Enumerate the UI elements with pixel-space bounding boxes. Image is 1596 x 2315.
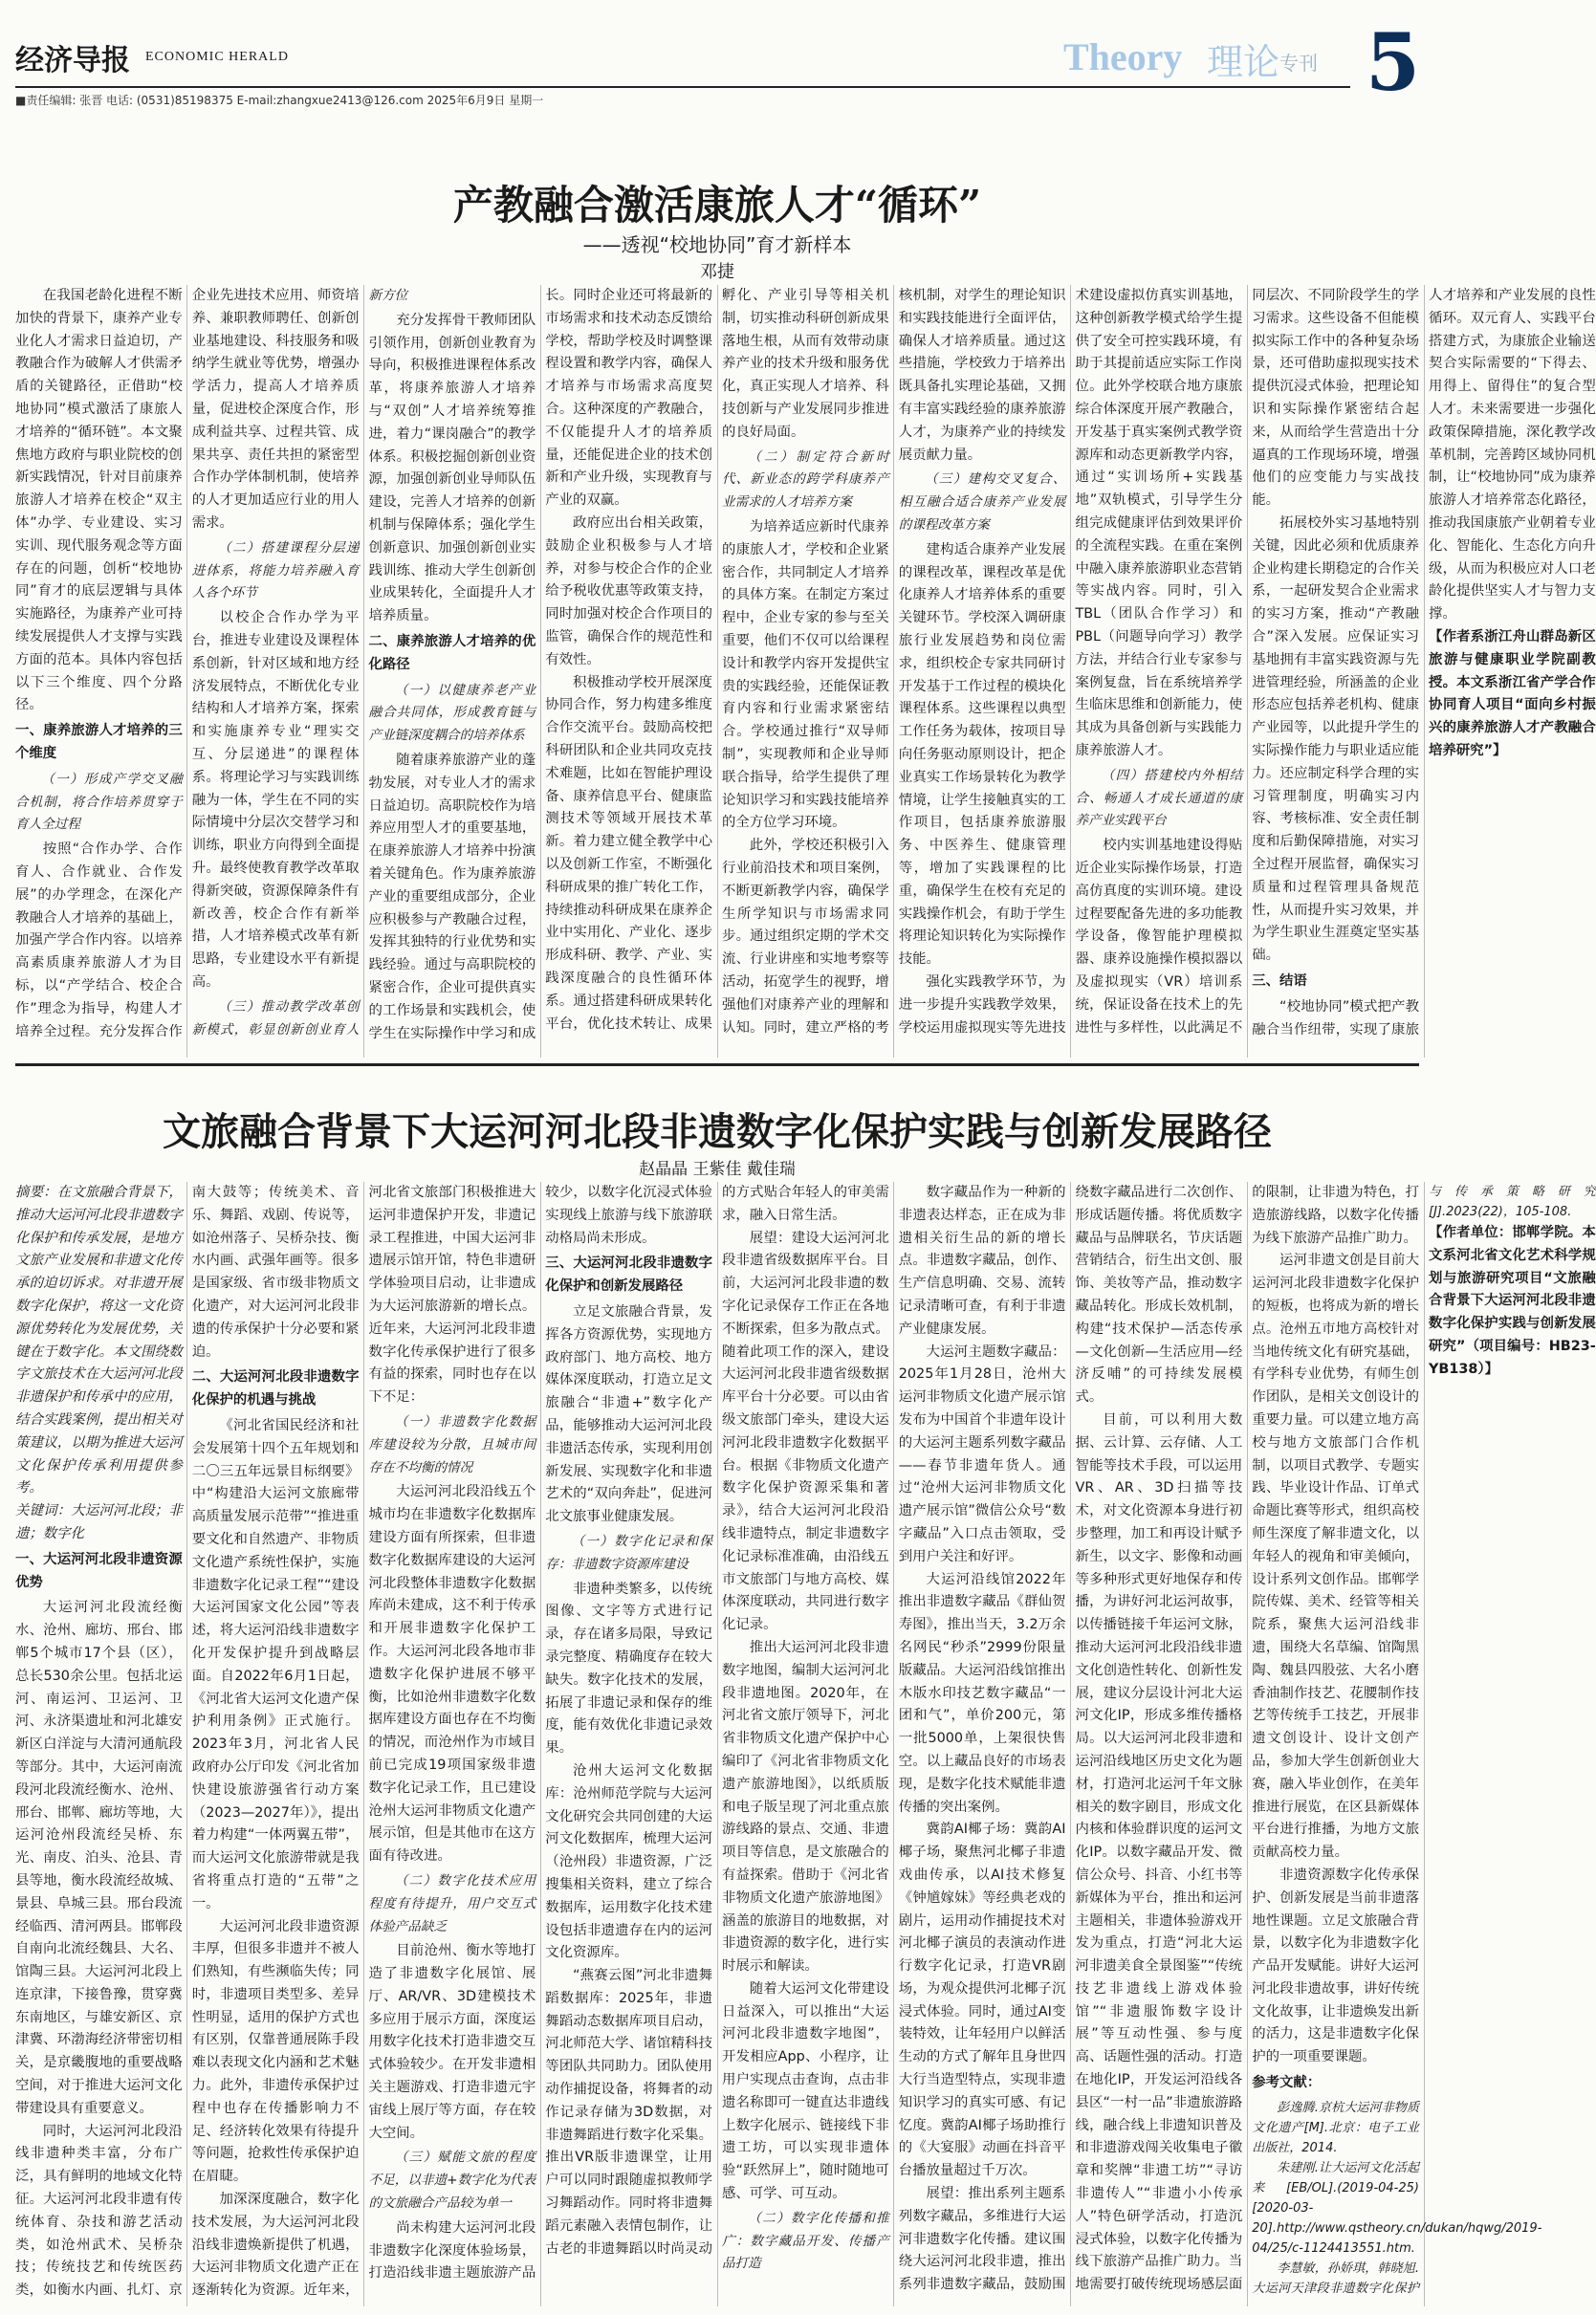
keywords: 关键词：大运河河北段；非遗；数字化 [15,1503,183,1541]
paragraph: 目前，可以利用大数据、云计算、云存储、人工智能等技术手段，可以运用VR、AR、3D扫描等技术，对文化资源本身进行初步整理，加工和再设计赋予新生，以文字、影像和动画等多种形式更好地保存和传播，为讲好河北运河故事，以传播链接千年运河文脉，推动大运河河北段沿线非遗文化创造性转化、创新性发展，建议分层设计河北大运河文化IP，形成多维传播格局。以大运河河北段非遗和运河沿线地区历史文化为题材，打造河北运河千年文脉相关的数字剧目，形成文化内核和体验群识度的运河文化IP。以数字藏品开发、微信公众号、抖音、小红书等新媒体为平台，推出和运河主题相关，非遗体验游戏开发为重点，打造“河北大运河非遗美食全景图鉴”“传统技艺非遗线上游戏体验馆”“非遗服饰数字设计展”等互动性强、参与度高、话题性强的活动。打造在地化IP，开发运河沿线各县区“一村一品”非遗旅游路线，融合线上非遗知识普及和非遗游戏闯关收集电子徽章和奖牌“非遗工坊”“寻访非遗传人”“非遗小小传承人”特色研学活动，打造沉浸式体验，以数字化传播为线下旅游产品推广助力。当地需要打破传统现场感层面的限制，让非遗为特色，打造旅游线路，以数字化传播为线下旅游产品推广助力。 [1075,1185,1419,2293]
paragraph: 目前沧州、衡水等地打造了非遗数字化展馆、展厅、AR/VR、3D建模技术多应用于展示方面，深度运用数字化技术打造非遗交互式体验较少。在开发非遗相关主题游戏、打造非遗元宇宙线上展厅等方面，存在较大空间。 [368,1943,536,2141]
paragraph: 积极推动学校开展深度协同合作，努力构建多维度合作交流平台。鼓励高校把科研团队和企业共同攻克技术难题，比如在智能护理设备、康养信息平台、健康监测技术等领域开展技术革新。着力建立健全教学中心以及创新工作室，不断强化科研成果的推广转化工作，持续推动科研成果在康养企业中实用化、产业化、逐步形成科研、教学、产业、实践深度融合的良性循环体系。通过搭建科研成果转化平台，优化技术转让、成果孵化、产业引导等相关机制，切实推动科研创新成果落地生根，从而有效带动康养产业的技术升级和服务优化，真正实现人才培养、科技创新与产业发展同步推进的良好局面。 [545,288,889,1032]
paragraph: 按照“合作办学、合作育人、合作就业、合作发展”的办学理念，在深化产教融合人才培养的基础上，加强产学合作内容。以培养高素质康养旅游人才为目标，以“产学结合、校企合作”理念为指导，构建人才培养全过程。充分发挥合作企业先进技术应用、师资培养、兼职教师聘任、创新创业基地建设、科技服务和吸纳学生就业等优势，增强办学活力，提高人才培养质量，促进校企深度合作，形成利益共享、过程共管、成果共享、责任共担的紧密型合作办学体制机制，使培养的人才更加适应行业的用人需求。 [15,288,360,1039]
paragraph: 校内实训基地建设得贴近企业实际操作场景，打造高仿真度的实训环境。建设过程要配备先进的多功能教学设备，像智能护理模拟器、康养设施操作模拟器以及虚拟现实（VR）培训系统，保证设备在技术上的先进性与多样性，以此满足不同层次、不同阶段学生的学习需求。这些设备不但能模拟实际工作中的各种复杂场景，还可借助虚拟现实技术提供沉浸式体验，把理论知识和实际操作紧密结合起来，从而给学生营造出十分逼真的工作现场环境，增强他们的应变能力与实战技能。 [1075,288,1419,1036]
paragraph: 加深深度融合，数字化技术发展，为大运河河北段沿线非遗焕新提供了机遇，大运河非物质文化遗产正在逐渐转化为资源。近年来，河北省文旅部门积极推进大运河非遗保护开发，非遗记录工程推进，中国大运河非遗展示馆开馆，特色非遗研学体验项目启动，让非遗成为大运河旅游新的增长点。近年来，大运河河北段非遗数字化传承保护进行了很多有益的探索，同时也存在以下不足： [191,1185,536,2299]
paragraph: 数字藏品作为一种新的非遗表达样态，正在成为非遗相关衍生品的新的增长点。非遗数字藏品，创作、生产信息明确、交易、流转记录清晰可查，有利于非遗产业健康发展。 [898,1185,1066,1337]
reference-item: 朱建刚.让大运河文化活起来[EB/OL].(2019-04-25)[2020-03-20].http://www.qstheory.cn/dukan/hqwg/2019-04/25/c-1124413551.htm. [1252,2160,1542,2256]
section-heading: 参考文献： [1252,2075,1322,2091]
paragraph: 随着大运河文化带建设日益深入，可以推出“大运河河北段非遗数字地图”，开发相应App、小程序，让用户实现点击查询，点击非遗名称即可一键直达非遗线上数字化展示、链接线下非遗工坊，可以实现非遗体验“跃然屏上”，随时随地可感、可学、可互动。 [722,1980,889,2202]
reference-item: 彭逸腾.京杭大运河非物质文化遗产[M].北京：电子工业出版社，2014. [1252,2100,1419,2155]
paragraph: 大运河主题数字藏品：2025年1月28日，沧州大运河非物质文化遗产展示馆发布为中国首个非遗年设计的大运河主题系列数字藏品——春节非遗年货人。通过“沧州大运河非物质文化遗产展示馆”微信公众号“数字藏品”入口点击领取，受到用户关注和好评。 [898,1343,1066,1564]
paragraph: 尚未构建大运河河北段非遗数字化深度体验场景，打造沿线非遗主题旅游产品较少，以数字化沉浸式体验实现线上旅游与线下旅游联动格局尚未形成。 [368,1185,712,2282]
article2-body [15,1182,1596,2306]
subsection-heading: （一）非遗数字化数据库建设较为分散，且城市间存在不均衡的情况 [368,1413,536,1475]
paragraph: 沧州大运河文化数据库：沧州师范学院与大运河文化研究会共同创建的大运河文化数据库，梳理大运河（沧州段）非遗资源，广泛搜集相关资料，建立了综合数据库，运用数字化技术建设包括非遗遗存在内的运河文化资源库。 [545,1762,712,1961]
masthead [0,0,1434,109]
paragraph: 展望：推出系列主题系列数字藏品，多维进行大运河非遗数字化传播。建议围绕大运河河北段非遗，推出系列非遗数字藏品，鼓励围绕数字藏品进行二次创作、形成话题传播。将优质数字藏品与品牌联名，节庆话题营销结合，衍生出文创、服饰、美妆等产品，推动数字藏品转化。形成长效机制，构建“技术保护—活态传承—文化创新—生活应用—经济反哺”的可持续发展模式。 [898,1185,1243,2293]
subsection-heading: （二）制定符合新时代、新业态的跨学科康养产业需求的人才培养方案 [722,448,889,511]
subsection-heading: （三）赋能文旅的程度不足，以非遗+数字化为代表的文旅融合产品较为单一 [368,2150,536,2212]
paragraph: 充分发挥骨干教师团队引领作用，创新创业教育为导向，积极推进课程体系改革，将康养旅游人才培养与“双创”人才培养统筹推进，着力“课岗融合”的教学体系。积极挖掘创新创业资源，加强创新创业导师队伍建设，完善人才培养的创新机制与保障体系；强化学生创新意识、加强创新创业实践训练、推动大学生创新创业成果转化，全面提升人才培养质量。 [368,312,536,624]
abstract: 摘要：在文旅融合背景下，推动大运河河北段非遗数字化保护和传承发展，是地方文旅产业发展和非遗文化传承的迫切诉求。对非遗开展数字化保护，将这一文化资源优势转化为发展优势，关键在于数字化。本文围绕数字文旅技术在大运河河北段非遗保护和传承中的应用，结合实践案例，提出相关对策建议，以期为推进大运河文化保护传承利用提供参考。 [15,1185,183,1496]
paragraph: 大运河河北段沿线五个城市均在非遗数字化数据库建设方面有所探索，但非遗数字化数据库建设的大运河河北段整体非遗数字化数据库尚未建成，这不利于传承和开展非遗数字化保护工作。大运河河北段各地市非遗数字化保护进展不够平衡，比如沧州非遗数字化数据库建设方面也存在不均衡的情况，而沧州作为市域目前已完成19项国家级非遗数字化记录工作，且已建设沧州大运河非物质文化遗产展示馆，但是其他市在这方面有待改进。 [368,1484,536,1865]
section-heading: 三、结语 [1252,972,1307,989]
section-title-cn: 理论 [1207,41,1280,83]
subsection-heading: （三）建构交叉复合、相互融合适合康养产业发展的课程改革方案 [898,471,1066,533]
article2-authors: 赵晶晶 王紫佳 戴佳瑞 [639,1160,796,1179]
paragraph: 拓展校外实习基地特别关键，因此必须和优质康养企业构建长期稳定的合作关系，一起研发契合企业需求的实习方案，推动“产教融合”深入发展。应保证实习基地拥有丰富实践资源与先进管理经验，所涵盖的企业形态应包括养老机构、健康产业园等，以此提升学生的实际操作能力与职业适应能力。还应制定科学合理的实习管理制度，明确实习内容、考核标准、安全责任制度和后勤保障措施，对实习全过程开展监督，确保实习质量和过程管理具备规范性，从而提升实习效果，并为学生职业生涯奠定坚实基础。 [1252,514,1419,964]
paragraph: 展望：建设大运河河北段非遗省级数据库平台。目前，大运河河北段非遗的数字化记录保存工作正在各地不断探索，但多为散点式。随着此项工作的深入，建设大运河河北段非遗省级数据库平台十分必要。可以由省级文旅部门牵头，建设大运河河北段非遗数字化数据平台。根据《非物质文化遗产数字化保护资源采集和著录》，结合大运河河北段沿线非遗特点，制定非遗数字化记录标准准确，由沿线五市文旅部门与地方高校、媒体深度联动，共同进行数字化记录。 [722,1230,889,1633]
page-number: 5 [1366,17,1421,109]
paragraph: 立足文旅融合背景，发挥各方资源优势，实现地方政府部门、地方高校、地方媒体深度联动，打造立足文旅融合“非遗+”数字化产品，能够推动大运河河北段非遗活态传承，实现利用创新发展、实现数字化和非遗艺术的“双向奔赴”，促进河北文旅事业健康发展。 [545,1303,712,1525]
subsection-heading: （二）搭建课程分层递进体系，将能力培养融入育人各个环节 [191,539,360,601]
masthead-rule [15,86,1350,88]
paragraph: 非遗资源数字化传承保护、创新发展是当前非遗落地性课题。立足文旅融合背景，以数字化为非遗数字化产品开发赋能。讲好大运河河北段非遗故事，讲好传统文化故事，让非遗焕发出新的活力，这是非遗数字化保护的一项重要课题。 [1252,1867,1419,2065]
section-heading: 一、大运河河北段非遗资源优势 [15,1551,183,1590]
paragraph: 在我国老龄化进程不断加快的背景下，康养产业专业化人才需求日益迫切，产教融合作为破解人才供需矛盾的关键路径，正借助“校地协同”模式激活了康旅人才培养的“循环链”。本文聚焦地方政府与职业院校的创新实践情况，针对目前康养旅游人才培养在校企“双主体”办学、专业建设、实习实训、现代服务观念等方面存在的问题，创析“校地协同”育才的底层逻辑与具体实施路径，为康养产业可持续发展提供人才支撑与实践方面的范本。具体内容包括以下三个维度、四个分路径。 [15,288,183,713]
article-divider [15,1063,1419,1066]
paragraph: 以校企合作办学为平台，推进专业建设及课程体系创新，针对区域和地方经济发展特点，不断优化专业结构和人才培养方案，探索和实施康养专业“理实交互、分层递进”的课程体系。将理论学习与实践训练融为一体，学生在不同的实际情境中分层次交替学习和训练，职业方向得到全面提升。最终使教育教学改革取得新突破，资源保障条件有新改善，校企合作有新举措，人才培养模式改革有新思路，专业建设水平有新提高。 [191,610,360,990]
paragraph: 随着康养旅游产业的蓬勃发展，对专业人才的需求日益迫切。高职院校作为培养应用型人才的重要基地，在康养旅游人才培养中扮演着关键角色。作为康养旅游产业的重要组成部分，企业应积极参与产教融合过程，发挥其独特的行业优势和实践经验。通过与高职院校的紧密合作，企业可提供真实的工作场景和实践机会，使学生在实际操作中学习和成长。同时企业还可将最新的市场需求和技术动态反馈给学校，帮助学校及时调整课程设置和教学内容，确保人才培养与市场需求高度契合。这种深度的产教融合，不仅能提升人才的培养质量，还能促进企业的技术创新和产业升级，实现教育与产业的双赢。 [368,288,712,1041]
article1-title: 产教融合激活康旅人才“循环” [452,182,982,229]
section-title-en: Theory [1063,35,1183,78]
paragraph: 政府应出台相关政策，鼓励企业积极参与人才培养，对参与校企合作的企业给予税收优惠等政策支持，同时加强对校企合作项目的监管，确保合作的规范性和有效性。 [545,514,712,667]
subsection-heading: （二）数字化传播和推广：数字藏品开发、传播产品打造 [722,2210,889,2272]
paragraph: 非遗种类繁多，以传统图像、文字等方式进行记录，存在诸多局限，导致记录完整度、精确度存在较大缺失。数字化技术的发展，拓展了非遗记录和保存的维度，能有效优化非遗记录效果。 [545,1581,712,1757]
section-heading: 三、大运河河北段非遗数字化保护和创新发展路径 [545,1256,712,1295]
subsection-heading: （四）搭建校内外相结合、畅通人才成长通道的康养产业实践平台 [1075,767,1243,829]
section-heading: 二、大运河河北段非遗数字化保护的机遇与挑战 [191,1369,360,1409]
author-note: 【作者单位：邯郸学院。本文系河北省文化艺术科学规划与旅游研究项目“文旅融合背景下大运河河北段非遗数字化保护实践与创新发展研究”（项目编号：HB23-YB138）】 [1429,1225,1596,1377]
editor-info: ■责任编辑: 张晋 电话: (0531)85198375 E-mail:zhangxue2413@126.com 2025年6月9日 星期一 [15,94,544,107]
paragraph: 《河北省国民经济和社会发展第十四个五年规划和二〇三五年远景目标纲要》中“构建沿大运河文旅廊带高质量发展示范带”“推进重要文化和自然遗产、非物质文化遗产系统性保护，实施非遗数字化记录工程”“建设大运河国家文化公园”等表述，将大运河沿线非遗数字化开发保护提升到战略层面。自2022年6月1日起，《河北省大运河文化遗产保护利用条例》正式施行。2023年3月，河北省人民政府办公厅印发《河北省加快建设旅游强省行动方案（2023—2027年）》，提出着力构建“一体两翼五带”，而大运河文化旅游带就是我省将重点打造的“五带”之一。 [191,1417,360,1911]
subsection-heading: （一）形成产学交叉融合机制，将合作培养贯穿于育人全过程 [15,771,183,833]
section-heading: 一、康养旅游人才培养的三个维度 [15,723,183,761]
paragraph: 大运河河北段非遗资源丰厚，但很多非遗并不被人们熟知，有些濒临失传；同时，非遗项目类型多、差异性明显，适用的保护方式也有区别，仅靠普通展陈手段难以表现文化内涵和艺术魅力。此外，非遗传承保护过程中也存在传播影响力不足、经济转化效果有待提升等问题，抢救性传承保护迫在眉睫。 [191,1918,360,2185]
paper-name-en: ECONOMIC HERALD [145,50,289,64]
subsection-heading: （一）数字化记录和保存：非遗数字资源库建设 [545,1533,712,1572]
paragraph: “燕赛云图”河北非遗舞蹈数据库：2025年，非遗舞蹈动态数据库项目启动，河北师范大学、诸馆精科技等团队共同助力。团队使用动作捕捉设备，将舞者的动作记录存储为3D数据，对非遗舞蹈进行数字化采集。推出VR版非遗课堂，让用户可以同时跟随虚拟教师学习舞蹈动作。同时将非遗舞蹈元素融入表情包制作，让古老的非遗舞蹈以时尚灵动的方式贴合年轻人的审美需求，融入日常生活。 [545,1185,889,2257]
subsection-heading: （三）推动教学改革创新模式，彰显创新创业育人新方位 [191,288,408,1037]
paragraph: 推出大运河河北段非遗数字地图，编制大运河河北段非遗地图。2020年，在河北省文旅厅领导下，河北省非物质文化遗产保护中心编印了《河北省非物质文化遗产旅游地图》，以纸质版和电子版呈现了河北重点旅游线路的景点、交通、非遗项目等信息，是文旅融合的有益探索。借助于《河北省非物质文化遗产旅游地图》涵盖的旅游目的地数据，对非遗资源的数字化，进行实时展示和解读。 [722,1639,889,1975]
article2-title: 文旅融合背景下大运河河北段非遗数字化保护实践与创新发展路径 [163,1109,1272,1154]
paragraph: “校地协同”模式把产教融合当作纽带，实现了康旅人才培养和产业发展的良性循环。双元育人、实践平台搭建方式，为康旅企业输送契合实际需要的“下得去、用得上、留得住”的复合型人才。未来需要进一步强化政策保障措施，深化教学改革机制，完善跨区域协同机制，让“校地协同”成为康养旅游人才培养常态化路径，推动我国康旅产业朝着专业化、智能化、生态化方向升级，从而为积极应对人口老龄化提供坚实人才与智力支撑。 [1252,288,1596,1037]
reference-item: 李慧敏，孙娇琪，韩晓旭.大运河天津段非遗数字化保护与传承策略研究[J].2023(22)，105-108. [1252,1185,1596,2296]
article1-body [15,285,1596,1058]
paragraph: 为培养适应新时代康养的康旅人才，学校和企业紧密合作，共同制定人才培养的具体方案。在制定方案过程中，企业专家的参与至关重要，他们不仅可以给课程设计和教学内容开发提供宝贵的实践经验，还能保证教育内容和行业需求紧密结合。学校通过推行“双导师制”，实现教师和企业导师联合指导，给学生提供了理论知识学习和实践技能培养的全方位学习环境。 [722,518,889,831]
paragraph: 建构适合康养产业发展的课程改革，课程改革是优化康养人才培养体系的重要关键环节。学校深入调研康旅行业发展趋势和岗位需求，组织校企专家共同研讨开发基于工作过程的模块化课程体系。这些课程以典型工作任务为载体，按项目导向任务驱动原则设计，把企业真实工作场景转化为教学情境，让学生接触真实的工作项目，包括康养旅游服务、中医养生、健康管理等，增加了实践课程的比重，确保学生在校有充足的实践操作机会，有助于学生将理论知识转化为实际操作技能。 [898,541,1066,968]
article1-author: 邓捷 [700,262,734,282]
subsection-heading: （一）以健康养老产业融合共同体，形成教育链与产业链深度耦合的培养体系 [368,682,536,744]
paragraph: 此外，学校还积极引入行业前沿技术和项目案例，不断更新教学内容，确保学生所学知识与市场需求同步。通过组织定期的学术交流、行业讲座和实地考察等活动，拓宽学生的视野，增强他们对康养产业的理解和认知。同时，建立严格的考核机制，对学生的理论知识和实践技能进行全面评估，确保人才培养质量。通过这些措施，学校致力于培养出既具备扎实理论基础，又拥有丰富实践经验的康养旅游人才，为康养产业的持续发展贡献力量。 [722,288,1066,1036]
paragraph: 强化实践教学环节，为进一步提升实践教学效果，学校运用虚拟现实等先进技术建设虚拟仿真实训基地，这种创新教学模式给学生提供了安全可控实践环境，有助于其提前适应实际工作岗位。此外学校联合地方康旅综合体深度开展产教融合，开发基于真实案例式教学资源库和动态更新教学内容，通过“实训场所+实践基地”双轨模式，引导学生分组完成健康评估到效果评价的全流程实践。在重在案例中融入康养旅游职业态营销等实战内容。同时，引入TBL（团队合作学习）和PBL（问题导向学习）教学方法，并结合行业专家参与案例复盘，旨在系统培养学生临床思维和创新能力，使其成为具备创新与实践能力康养旅游人才。 [898,288,1243,1036]
paragraph: 大运河沿线馆2022年推出非遗数字藏品《群仙贺寿图》，推出当天，3.2万余名网民“秒杀”2999份限量版藏品。大运河沿线馆推出木版水印技艺数字藏品“一团和气”，单价200元，第一批5000单，上架很快售空。以上藏品良好的市场表现，是数字化技术赋能非遗传播的突出案例。 [898,1571,1066,1815]
article1-subtitle: ——透视“校地协同”育才新样本 [582,233,852,256]
section-heading: 二、康养旅游人才培养的优化路径 [368,633,536,672]
author-note: 【作者系浙江舟山群岛新区旅游与健康职业学院副教授。本文系浙江省产学合作协同育人项目“面向乡村振兴的康养旅游人才产教融合培养研究”】 [1429,628,1596,758]
subsection-heading: （二）数字化技术应用程度有待提升，用户交互式体验产品缺乏 [368,1872,536,1934]
section-subtitle: 专刊 [1279,52,1318,75]
paragraph: 冀韵AI椰子场：冀韵AI椰子场，聚焦河北椰子非遗戏曲传承，以AI技术修复《钟馗嫁妹》等经典老戏的剧片，运用动作捕捉技术对河北椰子演员的表演动作进行数字化记录，打造VR剧场，为观众提供河北椰子沉浸式体验。同时，通过AI变装特效，让年轻用户以鲜活生动的方式了解年且身世四大行当造型特点，实现非遗知识学习的真实可感、有记忆度。冀韵AI椰子场助推行的《大宴服》动画在抖音平台播放量超过千万次。 [898,1822,1066,2179]
paragraph: 大运河河北段流经衡水、沧州、廊坊、邢台、邯郸5个城市17个县（区），总长530余公里。包括北运河、南运河、卫运河、卫河、永济渠遗址和河北雄安新区白洋淀与大清河通航段等部分。其中，大运河南流段河北段流经衡水、沧州、邢台、邯郸、廊坊等地，大运河沧州段流经吴桥、东光、南皮、泊头、沧县、青县等地，衡水段流经故城、景县、阜城三县。邢台段流经临西、清河两县。邯郸段自南向北流经魏县、大名、馆陶三县。大运河河北段上连京津，下接鲁豫，贯穿冀东南地区，与雄安新区、京津冀、环渤海经济带密切相关，是京畿腹地的重要战略空间，对于推进大运河文化带建设具有重要意义。 [15,1600,183,2116]
paper-name: 经济导报 [15,44,130,77]
paragraph: 运河非遗文创是目前大运河河北段非遗数字化保护的短板，也将成为新的增长点。沧州五市地方高校针对当地传统文化有研究基础，有学科专业优势，有师生创作团队，是相关文创设计的重要力量。可以建立地方高校与地方文旅部门合作机制，以项目式教学、专题实践、毕业设计作品、订单式命题比赛等形式，组织高校师生深度了解非遗文化，以年轻人的视角和审美倾向，设计系列文创作品。邯郸学院传媒、美术、经管等相关院系，聚焦大运河沿线非遗，围绕大名草编、馆陶黑陶、魏县四股弦、大名小磨香油制作技艺、花腰制作技艺等传统手工技艺，开展非遗文创设计、设计文创产品，参加大学生创新创业大赛，融入毕业创作，在美年推进行展览，在区县新媒体平台进行推播，为地方文旅贡献高校力量。 [1252,1253,1419,1861]
paragraph: 同时，大运河河北段沿线非遗种类丰富，分布广泛，具有鲜明的地域文化特征。大运河河北段非遗有传统体育、杂技和游艺活动类，如沧州武术、吴桥杂技；传统技艺和传统医药类，如衡水内画、扎灯、京南大鼓等；传统美术、音乐、舞蹈、戏剧、传说等，如沧州落子、吴桥杂技、衡水内画、武强年画等。很多是国家级、省市级非物质文化遗产，对大运河河北段非遗的传承保护十分必要和紧迫。 [15,1185,360,2299]
